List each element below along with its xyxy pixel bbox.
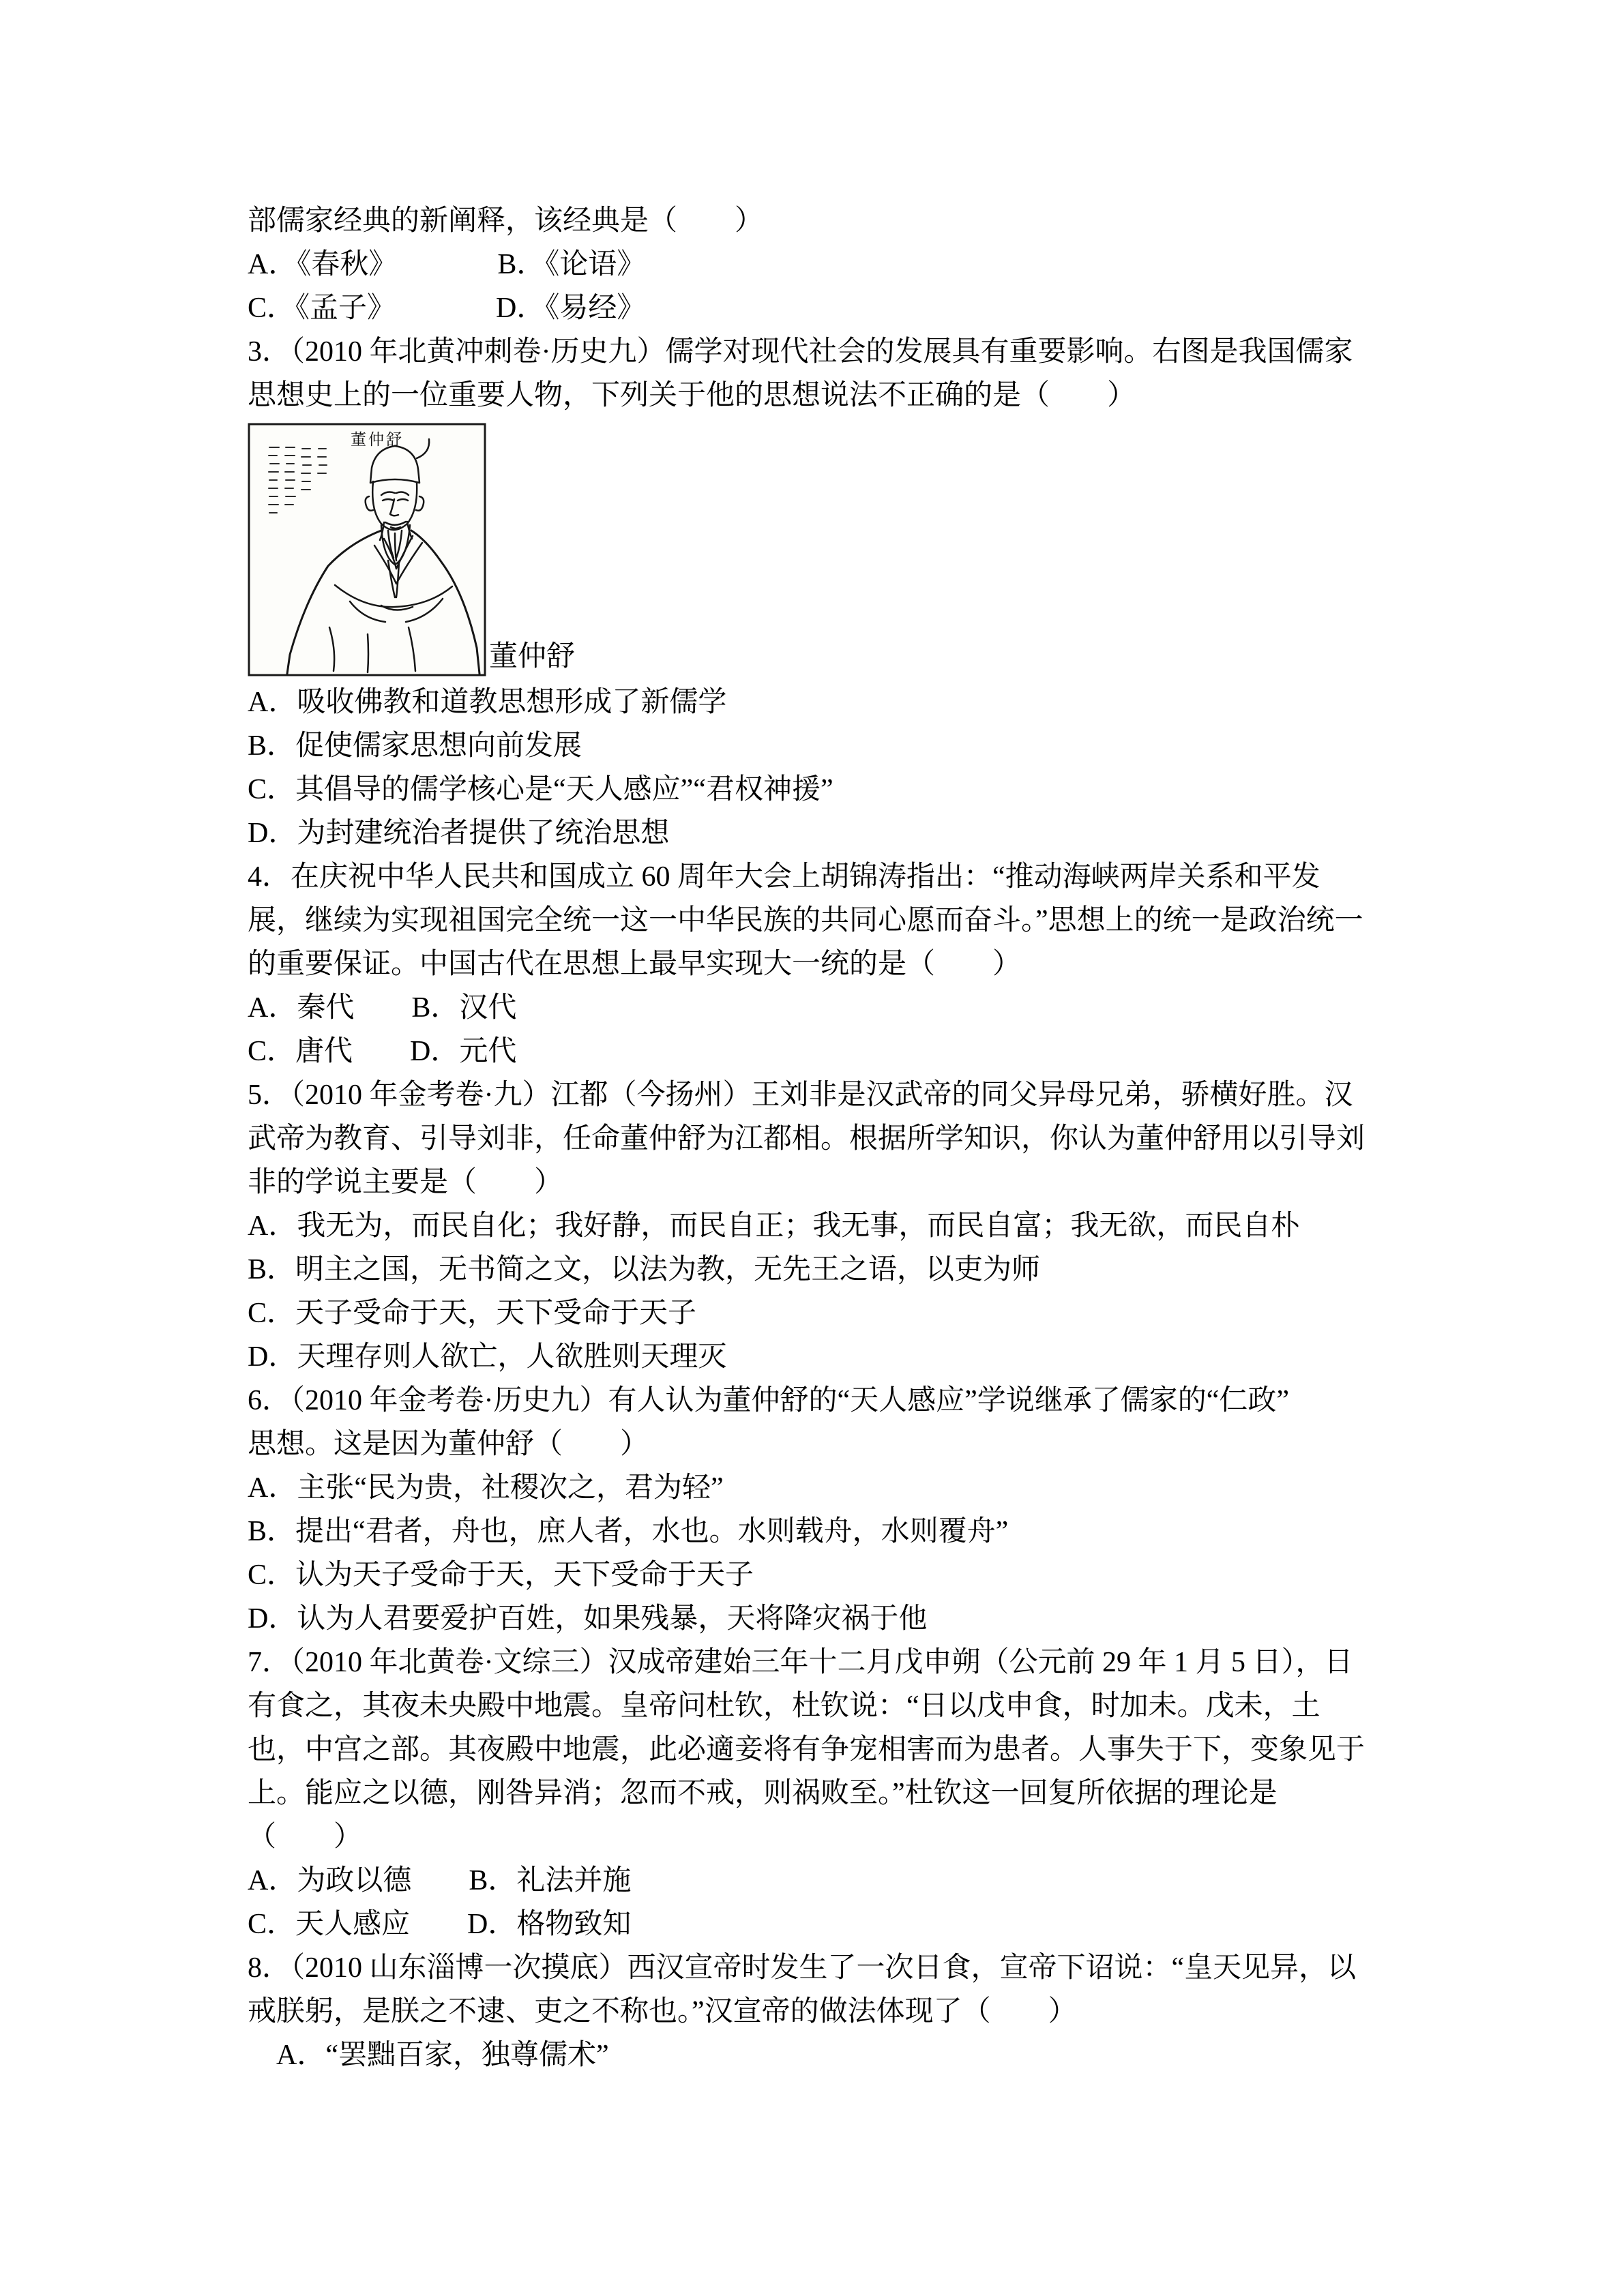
text-line: 8．（2010 山东淄博一次摸底）西汉宣帝时发生了一次日食，宣帝下诏说：“皇天见异，以 xyxy=(248,1952,1357,1984)
text-line: 非的学说主要是（ ） xyxy=(248,1167,563,1198)
portrait-title-label: 董仲舒 xyxy=(351,431,404,448)
text-line: C．认为天子受命于天，天下受命于天子 xyxy=(248,1560,754,1591)
portrait-border xyxy=(249,424,485,675)
text-line: B．提出“君者，舟也，庶人者，水也。水则载舟，水则覆舟” xyxy=(248,1516,1009,1547)
text-line: D．为封建统治者提供了统治思想 xyxy=(248,818,670,849)
text-line: 武帝为教育、引导刘非，任命董仲舒为江都相。根据所学知识，你认为董仲舒用以引导刘 xyxy=(248,1123,1365,1154)
text-line: A．我无为，而民自化；我好静，而民自正；我无事，而民自富；我无欲，而民自朴 xyxy=(248,1210,1300,1242)
text-line: 3．（2010 年北黄冲刺卷·历史九）儒学对现代社会的发展具有重要影响。右图是我国儒家 xyxy=(248,336,1353,368)
text-line: 戒朕躬，是朕之不逮、吏之不称也。”汉宣帝的做法体现了（ ） xyxy=(248,1996,1077,2027)
text-line: C．天人感应 D．格物致知 xyxy=(248,1909,632,1940)
text-line: 也，中宫之部。其夜殿中地震，此必適妾将有争宠相害而为患者。人事失于下，变象见于 xyxy=(248,1734,1365,1765)
text-line: 思想。这是因为董仲舒（ ） xyxy=(248,1429,649,1460)
text-line: C．唐代 D．元代 xyxy=(248,1036,517,1067)
document-body xyxy=(248,199,1407,2077)
text-line: C．《孟子》 D．《易经》 xyxy=(248,293,646,324)
text-line: 部儒家经典的新阐释，该经典是（ ） xyxy=(248,205,764,237)
text-line: D．天理存则人欲亡，人欲胜则天理灭 xyxy=(248,1341,727,1373)
text-line: 7．（2010 年北黄卷·文综三）汉成帝建始三年十二月戊申朔（公元前 29 年 1 月 5 日），日 xyxy=(248,1647,1353,1678)
dong-zhongshu-portrait-image xyxy=(248,423,486,676)
text-line: A．吸收佛教和道教思想形成了新儒学 xyxy=(248,687,727,718)
text-line: 上。能应之以德，刚咎异消；忽而不戒，则祸败至。”杜钦这一回复所依据的理论是 xyxy=(248,1778,1278,1809)
text-line: 思想史上的一位重要人物，下列关于他的思想说法不正确的是（ ） xyxy=(248,380,1136,411)
text-line: D．认为人君要爱护百姓，如果残暴，天将降灾祸于他 xyxy=(248,1603,928,1635)
text-line: C．天子受命于天，天下受命于天子 xyxy=(248,1298,697,1329)
text-line: C．其倡导的儒学核心是“天人感应”“君权神援” xyxy=(248,774,833,805)
text-line: （ ） xyxy=(248,1821,363,1853)
text-line: A．《春秋》 B．《论语》 xyxy=(248,249,646,280)
text-line: A．为政以德 B．礼法并施 xyxy=(248,1865,632,1896)
text-line: 5．（2010 年金考卷·九）江都（今扬州）王刘非是汉武帝的同父异母兄弟，骄横好胜。汉 xyxy=(248,1079,1353,1111)
text-line: A．秦代 B．汉代 xyxy=(248,992,517,1024)
text-line: 展，继续为实现祖国完全统一这一中华民族的共同心愿而奋斗。”思想上的统一是政治统一 xyxy=(248,905,1363,936)
text-line: B．促使儒家思想向前发展 xyxy=(248,730,582,762)
text-line: B．明主之国，无书简之文，以法为教，无先王之语，以吏为师 xyxy=(248,1254,1041,1285)
text-line: A．主张“民为贵，社稷次之，君为轻” xyxy=(248,1472,724,1504)
figure-caption: 董仲舒 xyxy=(489,641,576,672)
text-line: 6．（2010 年金考卷·历史九）有人认为董仲舒的“天人感应”学说继承了儒家的“仁政” xyxy=(248,1385,1290,1416)
text-line: A．“罢黜百家，独尊儒术” xyxy=(248,2040,609,2071)
text-line: 有食之，其夜未央殿中地震。皇帝问杜钦，杜钦说：“日以戊申食，时加未。戊未，土 xyxy=(248,1690,1320,1722)
text-line: 4．在庆祝中华人民共和国成立 60 周年大会上胡锦涛指出：“推动海峡两岸关系和平发 xyxy=(248,861,1320,893)
text-line: 的重要保证。中国古代在思想上最早实现大一统的是（ ） xyxy=(248,949,1022,980)
figure-block xyxy=(248,423,1407,676)
